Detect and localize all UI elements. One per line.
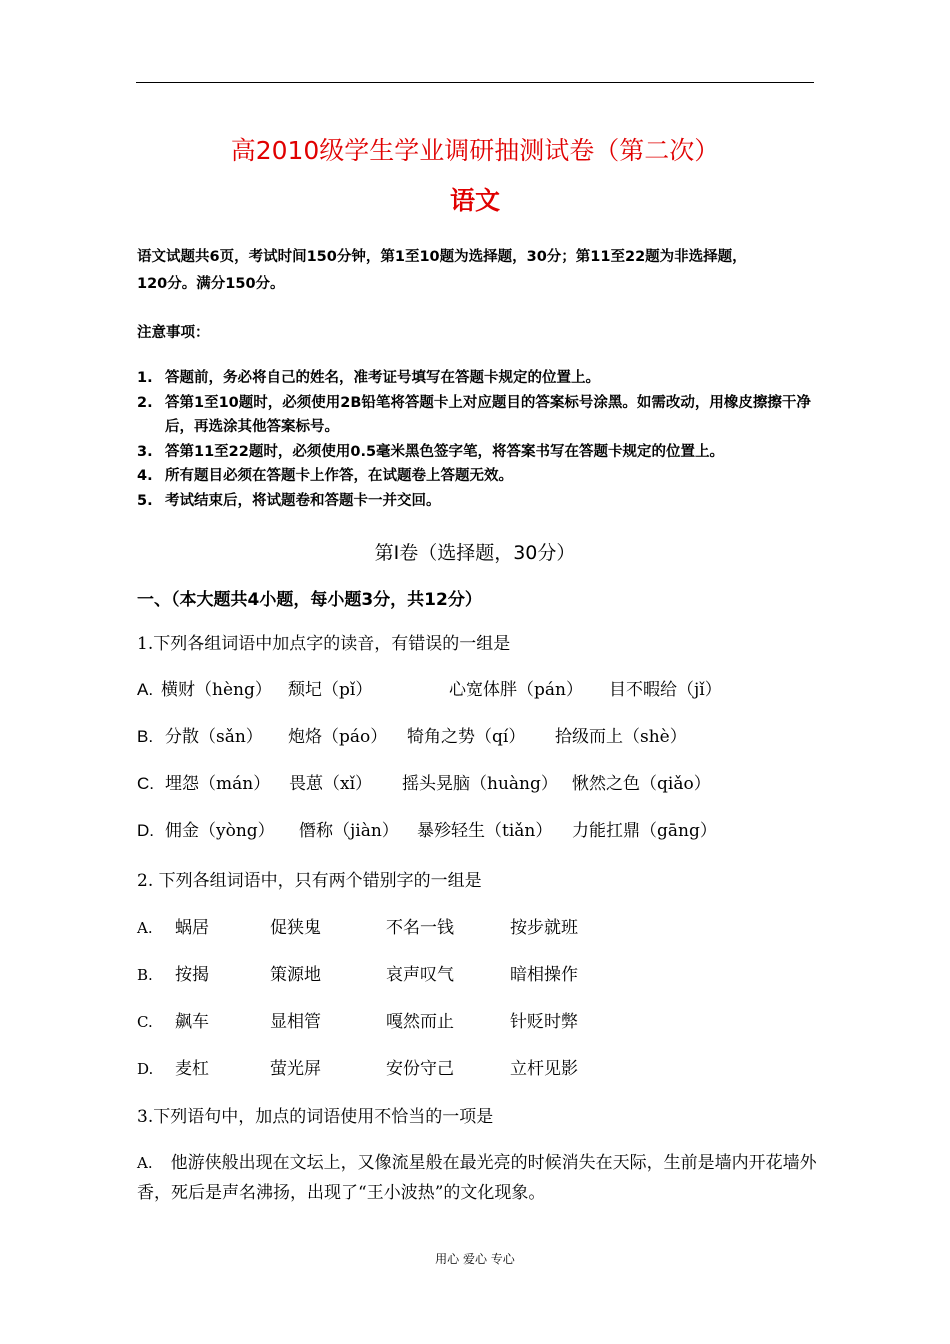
- q1-d-item-3: 暴殄轻生（tiǎn）: [417, 821, 553, 841]
- q1-b-item-1: 分散（sǎn）: [165, 727, 263, 747]
- q1-d-item-4: 力能扛鼎（gāng）: [572, 821, 717, 841]
- notice-item: 3. 答第11至22题时，必须使用0.5毫米黑色签字笔，将答案书写在答题卡规定的位置上。: [137, 443, 725, 460]
- q1-b-item-4: 拾级而上（shè）: [555, 727, 687, 747]
- q3-option-a: A. 他游侠般出现在文坛上，又像流星般在最光亮的时候消失在天际，生前是墙内开花墙外香，死后是声名沸扬，出现了“王小波热”的文化现象。: [137, 1153, 817, 1203]
- q1-b-item-2: 炮烙（páo）: [288, 727, 388, 747]
- subject-title: 语文: [449, 186, 500, 215]
- question-1-stem: 1.下列各组词语中加点字的读音，有错误的一组是: [137, 634, 511, 654]
- notice-item: 2. 答第1至10题时，必须使用2B铅笔将答题卡上对应题目的答案标号涂黑。如需改动，用橡皮擦擦干净后，再选涂其他答案标号。: [137, 394, 811, 435]
- question-3-stem: 3.下列语句中，加点的词语使用不恰当的一项是: [137, 1107, 494, 1127]
- q1-a-item-3: 心宽体胖（pán）: [449, 680, 583, 700]
- top-rule: [136, 82, 814, 83]
- q1-b-item-3: 犄角之势（qí）: [407, 727, 526, 747]
- notice-item: 4. 所有题目必须在答题卡上作答，在试题卷上答题无效。: [137, 468, 513, 484]
- intro-line-2: 120分。满分150分。: [137, 276, 285, 292]
- part-title: 一、（本大题共4小题，每小题3分，共12分）: [137, 590, 482, 610]
- section-title: 第Ⅰ卷（选择题，30分）: [374, 542, 576, 564]
- q1-a-item-4: 目不暇给（jǐ）: [609, 680, 722, 700]
- notice-item: 1. 答题前，务必将自己的姓名，准考证号填写在答题卡规定的位置上。: [137, 370, 600, 386]
- q1-a-item-1: 横财（hèng）: [161, 680, 272, 700]
- q1-d-item-1: 佣金（yòng）: [165, 821, 275, 841]
- notice-title: 注意事项：: [137, 325, 210, 341]
- notice-item: 5. 考试结束后，将试题卷和答题卡一并交回。: [137, 492, 441, 509]
- intro-line-1: 语文试题共6页，考试时间150分钟，第1至10题为选择题，30分；第11至22题为非选择题，: [137, 249, 747, 265]
- question-2-stem: 2. 下列各组词语中，只有两个错别字的一组是: [137, 871, 482, 891]
- exam-title: 高2010级学生学业调研抽测试卷（第二次）: [230, 136, 720, 165]
- q1-c-item-3: 摇头晃脑（huàng）: [402, 774, 558, 794]
- q1-c-item-2: 畏葸（xǐ）: [289, 774, 373, 794]
- q1-c-item-1: 埋怨（mán）: [165, 774, 271, 794]
- q1-a-item-2: 颓圮（pǐ）: [288, 680, 373, 700]
- q1-d-item-2: 僭称（jiàn）: [299, 821, 399, 841]
- page-footer: 用心 爱心 专心: [435, 1252, 515, 1266]
- notice-list: [137, 366, 817, 513]
- q1-c-item-4: 愀然之色（qiǎo）: [572, 774, 711, 794]
